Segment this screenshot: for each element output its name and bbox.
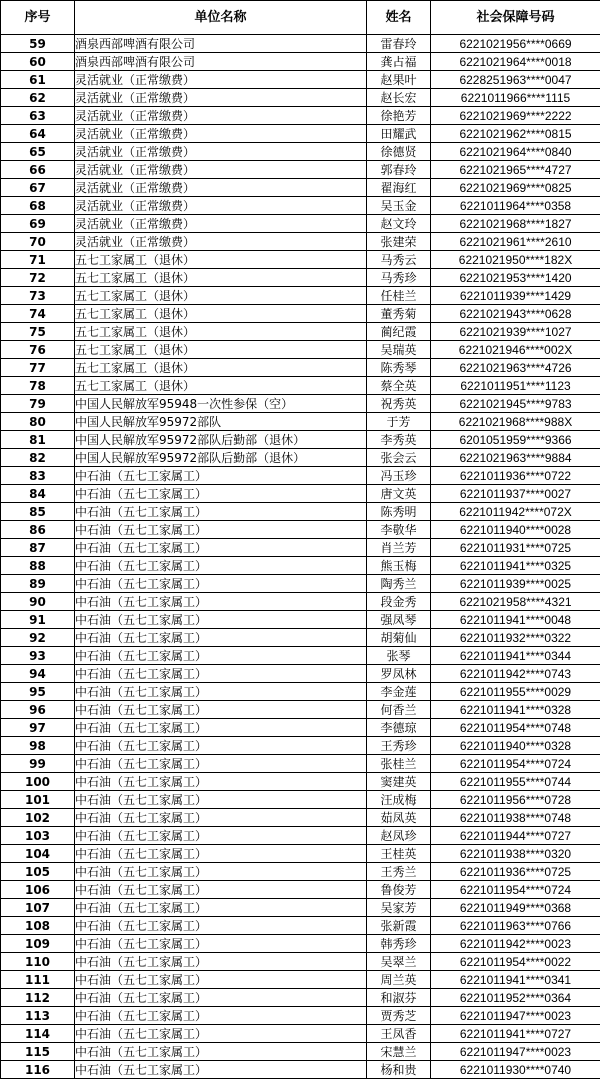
- cell-name: 龚占福: [367, 53, 431, 71]
- cell-ssn: 6221011963****0766: [431, 917, 600, 935]
- cell-seq: 62: [1, 89, 75, 107]
- table-row: [1, 989, 600, 1007]
- cell-ssn: 6221011941****0325: [431, 557, 600, 575]
- table-row: [1, 53, 600, 71]
- cell-name: 罗凤林: [367, 665, 431, 683]
- table-row: [1, 251, 600, 269]
- table-row: [1, 503, 600, 521]
- cell-ssn: 6221021962****0815: [431, 125, 600, 143]
- cell-unit: 中石油（五七工家属工）: [75, 1043, 367, 1061]
- cell-unit: 灵活就业（正常缴费）: [75, 161, 367, 179]
- table-row: [1, 611, 600, 629]
- cell-seq: 74: [1, 305, 75, 323]
- cell-ssn: 6221021945****9783: [431, 395, 600, 413]
- cell-unit: 灵活就业（正常缴费）: [75, 107, 367, 125]
- cell-ssn: 6221011955****0744: [431, 773, 600, 791]
- cell-name: 蔡全英: [367, 377, 431, 395]
- cell-seq: 75: [1, 323, 75, 341]
- cell-name: 杨和贵: [367, 1061, 431, 1079]
- cell-unit: 五七工家属工（退休）: [75, 305, 367, 323]
- header-name: 姓名: [367, 1, 431, 35]
- cell-ssn: 6221011942****0743: [431, 665, 600, 683]
- cell-unit: 五七工家属工（退休）: [75, 341, 367, 359]
- cell-seq: 112: [1, 989, 75, 1007]
- table-row: [1, 1043, 600, 1061]
- cell-seq: 94: [1, 665, 75, 683]
- cell-ssn: 6221011964****0358: [431, 197, 600, 215]
- cell-name: 赵长宏: [367, 89, 431, 107]
- table-row: [1, 485, 600, 503]
- cell-unit: 中石油（五七工家属工）: [75, 917, 367, 935]
- table-row: [1, 1007, 600, 1025]
- cell-name: 肖兰芳: [367, 539, 431, 557]
- cell-ssn: 6221011941****0344: [431, 647, 600, 665]
- cell-unit: 中石油（五七工家属工）: [75, 989, 367, 1007]
- cell-name: 徐艳芳: [367, 107, 431, 125]
- table-row: [1, 107, 600, 125]
- cell-unit: 五七工家属工（退休）: [75, 251, 367, 269]
- cell-unit: 灵活就业（正常缴费）: [75, 143, 367, 161]
- table-row: [1, 71, 600, 89]
- cell-name: 王秀珍: [367, 737, 431, 755]
- cell-ssn: 6221011932****0322: [431, 629, 600, 647]
- table-row: [1, 629, 600, 647]
- header-seq: 序号: [1, 1, 75, 35]
- cell-ssn: 6221011954****0748: [431, 719, 600, 737]
- cell-ssn: 6221021953****1420: [431, 269, 600, 287]
- cell-seq: 84: [1, 485, 75, 503]
- cell-unit: 酒泉西部啤酒有限公司: [75, 35, 367, 53]
- cell-seq: 72: [1, 269, 75, 287]
- cell-unit: 中石油（五七工家属工）: [75, 575, 367, 593]
- cell-ssn: 6221021969****2222: [431, 107, 600, 125]
- cell-ssn: 6201051959****9366: [431, 431, 600, 449]
- cell-ssn: 6221011954****0724: [431, 881, 600, 899]
- cell-seq: 96: [1, 701, 75, 719]
- cell-name: 赵凤珍: [367, 827, 431, 845]
- cell-seq: 107: [1, 899, 75, 917]
- cell-name: 张建荣: [367, 233, 431, 251]
- cell-ssn: 6221011940****0028: [431, 521, 600, 539]
- cell-unit: 酒泉西部啤酒有限公司: [75, 53, 367, 71]
- cell-name: 翟海红: [367, 179, 431, 197]
- cell-ssn: 6221011955****0029: [431, 683, 600, 701]
- header-ssn: 社会保障号码: [431, 1, 600, 35]
- cell-name: 祝秀英: [367, 395, 431, 413]
- cell-ssn: 6221021969****0825: [431, 179, 600, 197]
- cell-unit: 中石油（五七工家属工）: [75, 557, 367, 575]
- cell-ssn: 6221021950****182X: [431, 251, 600, 269]
- cell-unit: 五七工家属工（退休）: [75, 269, 367, 287]
- cell-unit: 灵活就业（正常缴费）: [75, 71, 367, 89]
- cell-name: 马秀云: [367, 251, 431, 269]
- cell-name: 吴玉金: [367, 197, 431, 215]
- table-row: [1, 971, 600, 989]
- cell-seq: 70: [1, 233, 75, 251]
- cell-ssn: 6221021963****4726: [431, 359, 600, 377]
- header-unit: 单位名称: [75, 1, 367, 35]
- table-row: [1, 917, 600, 935]
- table-row: [1, 809, 600, 827]
- cell-unit: 中石油（五七工家属工）: [75, 701, 367, 719]
- cell-ssn: 6221011942****0023: [431, 935, 600, 953]
- cell-unit: 中石油（五七工家属工）: [75, 593, 367, 611]
- table-row: [1, 737, 600, 755]
- cell-unit: 中石油（五七工家属工）: [75, 485, 367, 503]
- cell-ssn: 6221021964****0018: [431, 53, 600, 71]
- cell-name: 田耀武: [367, 125, 431, 143]
- cell-seq: 64: [1, 125, 75, 143]
- cell-seq: 73: [1, 287, 75, 305]
- cell-name: 李敬华: [367, 521, 431, 539]
- cell-unit: 灵活就业（正常缴费）: [75, 179, 367, 197]
- cell-seq: 95: [1, 683, 75, 701]
- cell-seq: 89: [1, 575, 75, 593]
- table-row: [1, 467, 600, 485]
- cell-seq: 115: [1, 1043, 75, 1061]
- cell-seq: 77: [1, 359, 75, 377]
- table-row: [1, 161, 600, 179]
- table-row: [1, 197, 600, 215]
- table-row: [1, 881, 600, 899]
- cell-ssn: 6221011954****0022: [431, 953, 600, 971]
- table-row: [1, 665, 600, 683]
- cell-ssn: 6221011947****0023: [431, 1043, 600, 1061]
- cell-ssn: 6221011931****0725: [431, 539, 600, 557]
- cell-seq: 97: [1, 719, 75, 737]
- table-row: [1, 287, 600, 305]
- cell-seq: 99: [1, 755, 75, 773]
- cell-name: 赵文玲: [367, 215, 431, 233]
- cell-ssn: 6221021943****0628: [431, 305, 600, 323]
- cell-name: 贾秀芝: [367, 1007, 431, 1025]
- cell-name: 王桂英: [367, 845, 431, 863]
- cell-seq: 101: [1, 791, 75, 809]
- cell-name: 胡菊仙: [367, 629, 431, 647]
- cell-ssn: 6221011966****1115: [431, 89, 600, 107]
- cell-unit: 灵活就业（正常缴费）: [75, 233, 367, 251]
- cell-ssn: 6221011942****072X: [431, 503, 600, 521]
- cell-seq: 79: [1, 395, 75, 413]
- cell-seq: 88: [1, 557, 75, 575]
- cell-unit: 中石油（五七工家属工）: [75, 719, 367, 737]
- cell-name: 何香兰: [367, 701, 431, 719]
- cell-name: 张琴: [367, 647, 431, 665]
- cell-name: 李德琼: [367, 719, 431, 737]
- cell-unit: 中石油（五七工家属工）: [75, 953, 367, 971]
- table-row: [1, 89, 600, 107]
- table-row: [1, 827, 600, 845]
- cell-name: 于芳: [367, 413, 431, 431]
- cell-ssn: 6221011941****0048: [431, 611, 600, 629]
- cell-name: 徐德贤: [367, 143, 431, 161]
- table-row: [1, 1061, 600, 1079]
- cell-name: 茹凤英: [367, 809, 431, 827]
- cell-name: 韩秀珍: [367, 935, 431, 953]
- cell-name: 和淑芬: [367, 989, 431, 1007]
- table-row: [1, 557, 600, 575]
- cell-unit: 中石油（五七工家属工）: [75, 665, 367, 683]
- cell-name: 熊玉梅: [367, 557, 431, 575]
- cell-unit: 中石油（五七工家属工）: [75, 935, 367, 953]
- cell-name: 李秀英: [367, 431, 431, 449]
- cell-unit: 中石油（五七工家属工）: [75, 611, 367, 629]
- table-row: [1, 125, 600, 143]
- cell-seq: 85: [1, 503, 75, 521]
- cell-unit: 中石油（五七工家属工）: [75, 521, 367, 539]
- cell-unit: 中石油（五七工家属工）: [75, 629, 367, 647]
- cell-ssn: 6221021968****1827: [431, 215, 600, 233]
- cell-unit: 中石油（五七工家属工）: [75, 503, 367, 521]
- cell-name: 强凤琴: [367, 611, 431, 629]
- cell-name: 陶秀兰: [367, 575, 431, 593]
- cell-seq: 102: [1, 809, 75, 827]
- cell-seq: 66: [1, 161, 75, 179]
- cell-name: 汪成梅: [367, 791, 431, 809]
- cell-unit: 中石油（五七工家属工）: [75, 863, 367, 881]
- cell-seq: 78: [1, 377, 75, 395]
- cell-name: 张新霞: [367, 917, 431, 935]
- cell-seq: 91: [1, 611, 75, 629]
- cell-name: 任桂兰: [367, 287, 431, 305]
- cell-name: 张桂兰: [367, 755, 431, 773]
- cell-unit: 灵活就业（正常缴费）: [75, 215, 367, 233]
- cell-unit: 中石油（五七工家属工）: [75, 647, 367, 665]
- cell-unit: 五七工家属工（退休）: [75, 377, 367, 395]
- cell-ssn: 6221011941****0341: [431, 971, 600, 989]
- table-row: [1, 449, 600, 467]
- cell-ssn: 6221021961****2610: [431, 233, 600, 251]
- cell-seq: 98: [1, 737, 75, 755]
- table-row: [1, 431, 600, 449]
- cell-ssn: 6221011947****0023: [431, 1007, 600, 1025]
- cell-ssn: 6221011949****0368: [431, 899, 600, 917]
- cell-name: 段金秀: [367, 593, 431, 611]
- cell-unit: 中国人民解放军95972部队后勤部（退休）: [75, 449, 367, 467]
- cell-seq: 59: [1, 35, 75, 53]
- cell-seq: 103: [1, 827, 75, 845]
- table-row: [1, 593, 600, 611]
- cell-seq: 108: [1, 917, 75, 935]
- cell-unit: 中国人民解放军95948一次性参保（空）: [75, 395, 367, 413]
- cell-unit: 中国人民解放军95972部队: [75, 413, 367, 431]
- cell-seq: 87: [1, 539, 75, 557]
- cell-unit: 中石油（五七工家属工）: [75, 899, 367, 917]
- table-row: [1, 341, 600, 359]
- table-row: [1, 791, 600, 809]
- cell-unit: 中石油（五七工家属工）: [75, 845, 367, 863]
- cell-unit: 中石油（五七工家属工）: [75, 881, 367, 899]
- cell-ssn: 6221011936****0725: [431, 863, 600, 881]
- cell-unit: 中石油（五七工家属工）: [75, 971, 367, 989]
- cell-unit: 中国人民解放军95972部队后勤部（退休）: [75, 431, 367, 449]
- cell-ssn: 6221011941****0328: [431, 701, 600, 719]
- cell-ssn: 6221021964****0840: [431, 143, 600, 161]
- table-row: [1, 233, 600, 251]
- table-row: [1, 539, 600, 557]
- cell-seq: 90: [1, 593, 75, 611]
- cell-seq: 104: [1, 845, 75, 863]
- cell-unit: 灵活就业（正常缴费）: [75, 197, 367, 215]
- cell-unit: 灵活就业（正常缴费）: [75, 89, 367, 107]
- cell-ssn: 6221021939****1027: [431, 323, 600, 341]
- cell-seq: 63: [1, 107, 75, 125]
- cell-ssn: 6221021963****9884: [431, 449, 600, 467]
- cell-seq: 109: [1, 935, 75, 953]
- cell-ssn: 6221011951****1123: [431, 377, 600, 395]
- cell-unit: 中石油（五七工家属工）: [75, 737, 367, 755]
- table-row: [1, 143, 600, 161]
- cell-name: 周兰英: [367, 971, 431, 989]
- cell-ssn: 6221011940****0328: [431, 737, 600, 755]
- cell-seq: 111: [1, 971, 75, 989]
- cell-ssn: 6221011954****0724: [431, 755, 600, 773]
- cell-ssn: 6221011936****0722: [431, 467, 600, 485]
- table-row: [1, 323, 600, 341]
- cell-seq: 86: [1, 521, 75, 539]
- table-row: [1, 359, 600, 377]
- cell-seq: 92: [1, 629, 75, 647]
- cell-name: 李金莲: [367, 683, 431, 701]
- table-row: [1, 179, 600, 197]
- cell-ssn: 6221011956****0728: [431, 791, 600, 809]
- cell-seq: 83: [1, 467, 75, 485]
- table-row: [1, 683, 600, 701]
- table-row: [1, 845, 600, 863]
- cell-seq: 65: [1, 143, 75, 161]
- cell-name: 王秀兰: [367, 863, 431, 881]
- table-row: [1, 521, 600, 539]
- cell-name: 张会云: [367, 449, 431, 467]
- cell-name: 陈秀琴: [367, 359, 431, 377]
- cell-seq: 71: [1, 251, 75, 269]
- cell-unit: 灵活就业（正常缴费）: [75, 125, 367, 143]
- cell-unit: 中石油（五七工家属工）: [75, 809, 367, 827]
- cell-name: 唐文英: [367, 485, 431, 503]
- table-row: [1, 413, 600, 431]
- cell-name: 马秀珍: [367, 269, 431, 287]
- cell-name: 董秀菊: [367, 305, 431, 323]
- cell-name: 王凤香: [367, 1025, 431, 1043]
- cell-name: 陈秀明: [367, 503, 431, 521]
- cell-ssn: 6228251963****0047: [431, 71, 600, 89]
- cell-ssn: 6221021958****4321: [431, 593, 600, 611]
- table-row: [1, 647, 600, 665]
- cell-ssn: 6221011937****0027: [431, 485, 600, 503]
- cell-seq: 68: [1, 197, 75, 215]
- cell-seq: 114: [1, 1025, 75, 1043]
- cell-seq: 113: [1, 1007, 75, 1025]
- cell-seq: 80: [1, 413, 75, 431]
- cell-seq: 106: [1, 881, 75, 899]
- cell-name: 窦建英: [367, 773, 431, 791]
- cell-name: 赵果叶: [367, 71, 431, 89]
- table-row: [1, 269, 600, 287]
- cell-unit: 中石油（五七工家属工）: [75, 1061, 367, 1079]
- table-row: [1, 755, 600, 773]
- cell-unit: 五七工家属工（退休）: [75, 287, 367, 305]
- cell-unit: 中石油（五七工家属工）: [75, 539, 367, 557]
- cell-name: 宋慧兰: [367, 1043, 431, 1061]
- table-row: [1, 575, 600, 593]
- table-row: [1, 305, 600, 323]
- cell-name: 郭春玲: [367, 161, 431, 179]
- cell-ssn: 6221021946****002X: [431, 341, 600, 359]
- table-row: [1, 1025, 600, 1043]
- cell-seq: 69: [1, 215, 75, 233]
- cell-name: 雷春玲: [367, 35, 431, 53]
- table-row: [1, 719, 600, 737]
- roster-body: [1, 35, 600, 1079]
- cell-ssn: 6221011938****0748: [431, 809, 600, 827]
- cell-name: 吴瑞英: [367, 341, 431, 359]
- cell-seq: 100: [1, 773, 75, 791]
- cell-seq: 116: [1, 1061, 75, 1079]
- header-row: [1, 1, 600, 35]
- cell-name: 蔺纪霞: [367, 323, 431, 341]
- cell-seq: 82: [1, 449, 75, 467]
- cell-ssn: 6221011952****0364: [431, 989, 600, 1007]
- cell-ssn: 6221011939****1429: [431, 287, 600, 305]
- cell-name: 吴家芳: [367, 899, 431, 917]
- table-row: [1, 215, 600, 233]
- cell-unit: 中石油（五七工家属工）: [75, 791, 367, 809]
- cell-name: 吴翠兰: [367, 953, 431, 971]
- cell-unit: 中石油（五七工家属工）: [75, 773, 367, 791]
- cell-unit: 中石油（五七工家属工）: [75, 1025, 367, 1043]
- cell-name: 冯玉珍: [367, 467, 431, 485]
- cell-seq: 105: [1, 863, 75, 881]
- cell-unit: 中石油（五七工家属工）: [75, 683, 367, 701]
- cell-unit: 中石油（五七工家属工）: [75, 755, 367, 773]
- cell-ssn: 6221011939****0025: [431, 575, 600, 593]
- cell-ssn: 6221011941****0727: [431, 1025, 600, 1043]
- cell-ssn: 6221011944****0727: [431, 827, 600, 845]
- table-row: [1, 35, 600, 53]
- table-row: [1, 863, 600, 881]
- cell-unit: 中石油（五七工家属工）: [75, 827, 367, 845]
- cell-seq: 76: [1, 341, 75, 359]
- cell-ssn: 6221011938****0320: [431, 845, 600, 863]
- cell-unit: 中石油（五七工家属工）: [75, 1007, 367, 1025]
- cell-seq: 61: [1, 71, 75, 89]
- cell-seq: 81: [1, 431, 75, 449]
- table-row: [1, 899, 600, 917]
- cell-unit: 五七工家属工（退休）: [75, 359, 367, 377]
- table-row: [1, 701, 600, 719]
- table-row: [1, 377, 600, 395]
- cell-ssn: 6221011930****0740: [431, 1061, 600, 1079]
- table-row: [1, 773, 600, 791]
- cell-unit: 五七工家属工（退休）: [75, 323, 367, 341]
- cell-seq: 110: [1, 953, 75, 971]
- cell-seq: 60: [1, 53, 75, 71]
- cell-unit: 中石油（五七工家属工）: [75, 467, 367, 485]
- cell-ssn: 6221021968****988X: [431, 413, 600, 431]
- cell-seq: 67: [1, 179, 75, 197]
- cell-name: 鲁俊芳: [367, 881, 431, 899]
- table-row: [1, 953, 600, 971]
- cell-ssn: 6221021956****0669: [431, 35, 600, 53]
- table-row: [1, 395, 600, 413]
- cell-ssn: 6221021965****4727: [431, 161, 600, 179]
- table-row: [1, 935, 600, 953]
- cell-seq: 93: [1, 647, 75, 665]
